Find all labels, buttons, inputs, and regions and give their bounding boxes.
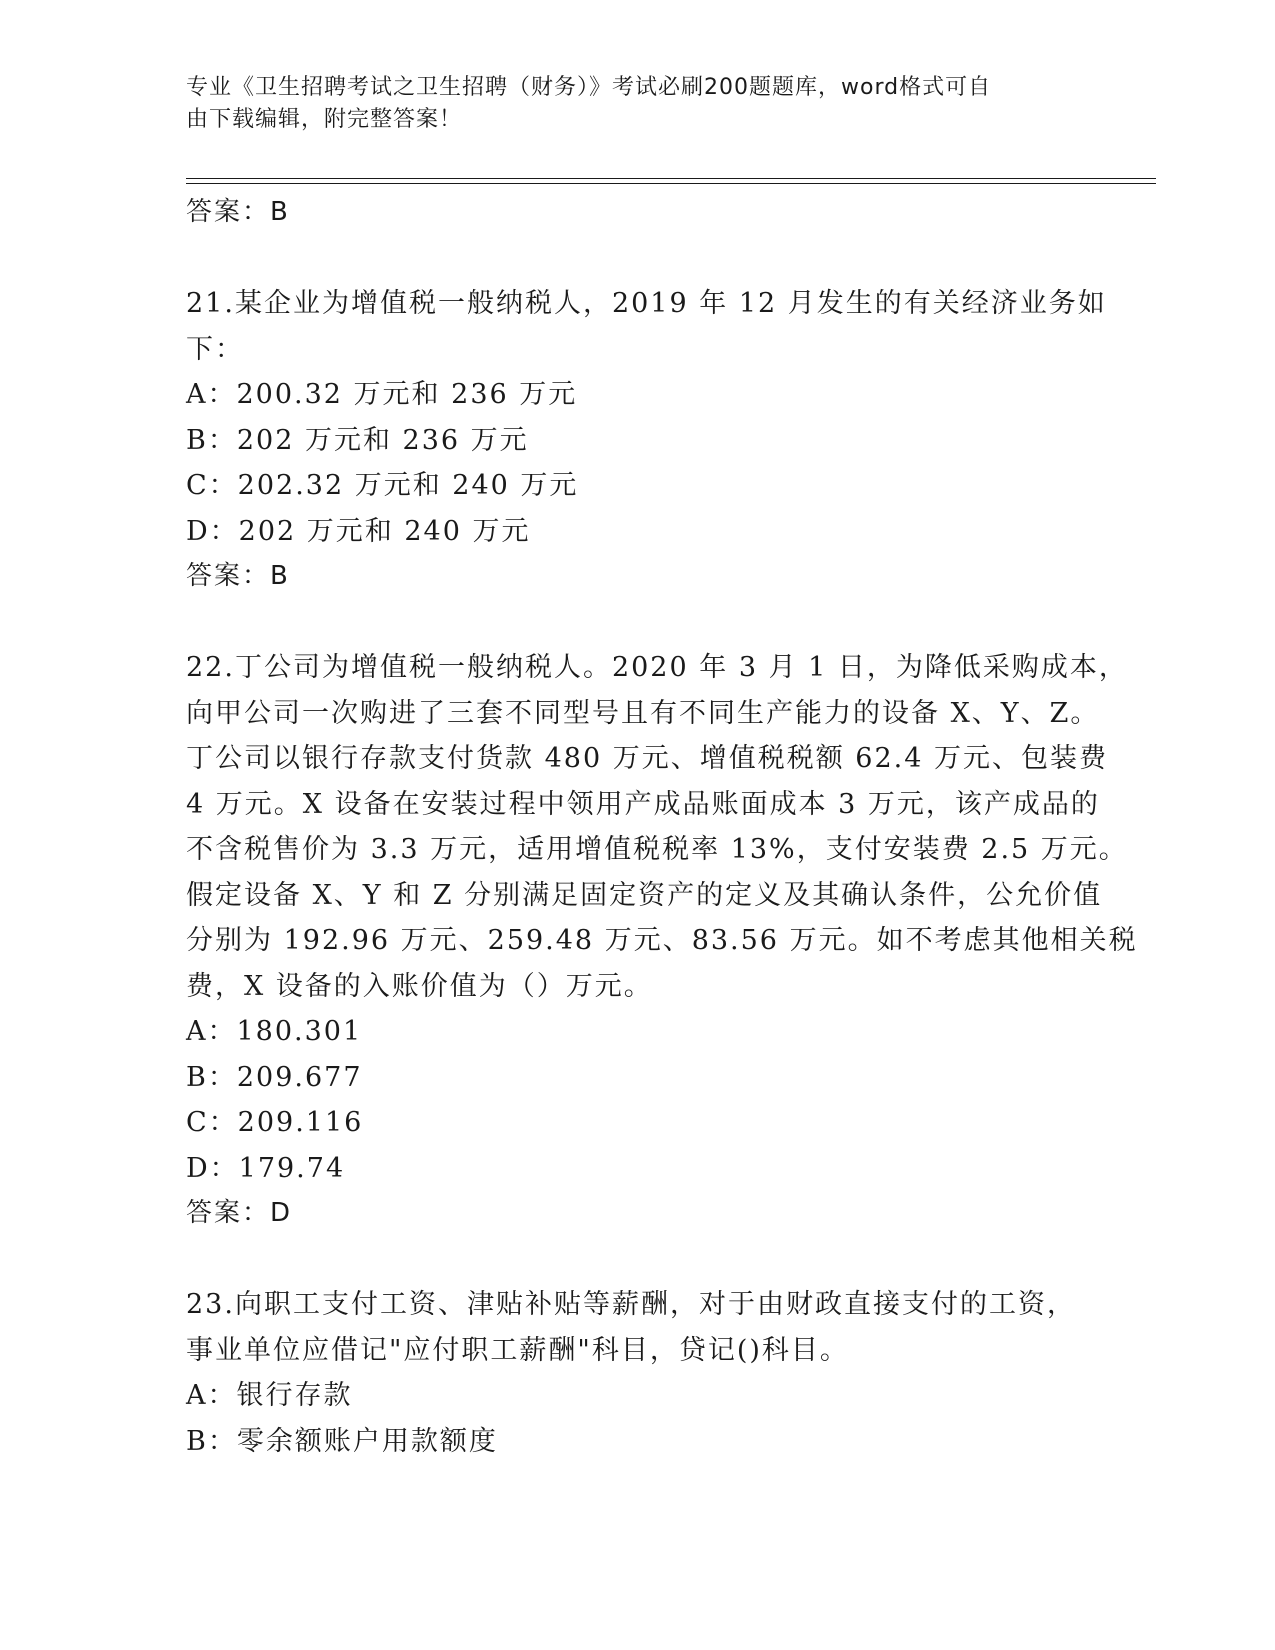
question-22-line-8: 费，X 设备的入账价值为（）万元。 — [186, 970, 653, 1002]
question-21 — [186, 281, 1107, 600]
question-23-line-1: 23.向职工支付工资、津贴补贴等薪酬，对于由财政直接支付的工资， — [186, 1289, 1076, 1320]
header-divider-top — [186, 178, 1156, 179]
question-22-line-6: 假定设备 X、Y 和 Z 分别满足固定资产的定义及其确认条件，公允价值 — [186, 879, 1103, 911]
page-header — [186, 72, 1066, 136]
header-line-1: 专业《卫生招聘考试之卫生招聘（财务）》考试必刷200题题库，word格式可自 — [186, 75, 992, 100]
question-22-answer: 答案：D — [186, 1198, 293, 1228]
spacer — [186, 236, 1076, 282]
question-23 — [186, 1282, 1076, 1464]
header-divider-bottom — [186, 183, 1156, 184]
answer-previous: 答案：B — [186, 197, 290, 227]
question-22-line-4: 4 万元。X 设备在安装过程中领用产成品账面成本 3 万元，该产成品的 — [186, 788, 1100, 820]
question-22 — [186, 645, 1138, 1237]
question-21-option-d: D：202 万元和 240 万元 — [186, 515, 531, 547]
question-22-line-1: 22.丁公司为增值税一般纳税人。2020 年 3 月 1 日，为降低采购成本， — [186, 652, 1128, 683]
question-23-line-2: 事业单位应借记"应付职工薪酬"科目，贷记()科目。 — [186, 1334, 849, 1366]
question-22-option-a: A：180.301 — [186, 1016, 363, 1047]
document-body — [186, 190, 1138, 1464]
question-21-option-c: C：202.32 万元和 240 万元 — [186, 470, 579, 501]
question-22-line-3: 丁公司以银行存款支付货款 480 万元、增值税税额 62.4 万元、包装费 — [186, 743, 1108, 774]
question-22-option-d: D：179.74 — [186, 1152, 346, 1184]
question-23-option-b: B：零余额账户用款额度 — [186, 1425, 498, 1457]
spacer — [186, 1237, 1076, 1283]
question-21-option-b: B：202 万元和 236 万元 — [186, 424, 529, 456]
question-22-option-c: C：209.116 — [186, 1107, 364, 1138]
question-21-option-a: A：200.32 万元和 236 万元 — [186, 379, 578, 410]
question-21-line-2: 下： — [186, 333, 244, 365]
question-21-answer: 答案：B — [186, 561, 290, 591]
question-22-line-2: 向甲公司一次购进了三套不同型号且有不同生产能力的设备 X、Y、Z。 — [186, 697, 1100, 729]
question-22-line-7: 分别为 192.96 万元、259.48 万元、83.56 万元。如不考虑其他相关税 — [186, 925, 1138, 956]
question-21-line-1: 21.某企业为增值税一般纳税人，2019 年 12 月发生的有关经济业务如 — [186, 288, 1107, 319]
header-line-2: 由下载编辑，附完整答案！ — [186, 107, 463, 132]
spacer — [186, 600, 1076, 646]
question-22-line-5: 不含税售价为 3.3 万元，适用增值税税率 13%，支付安装费 2.5 万元。 — [186, 834, 1128, 865]
question-22-option-b: B：209.677 — [186, 1061, 363, 1093]
question-23-option-a: A：银行存款 — [186, 1380, 353, 1411]
